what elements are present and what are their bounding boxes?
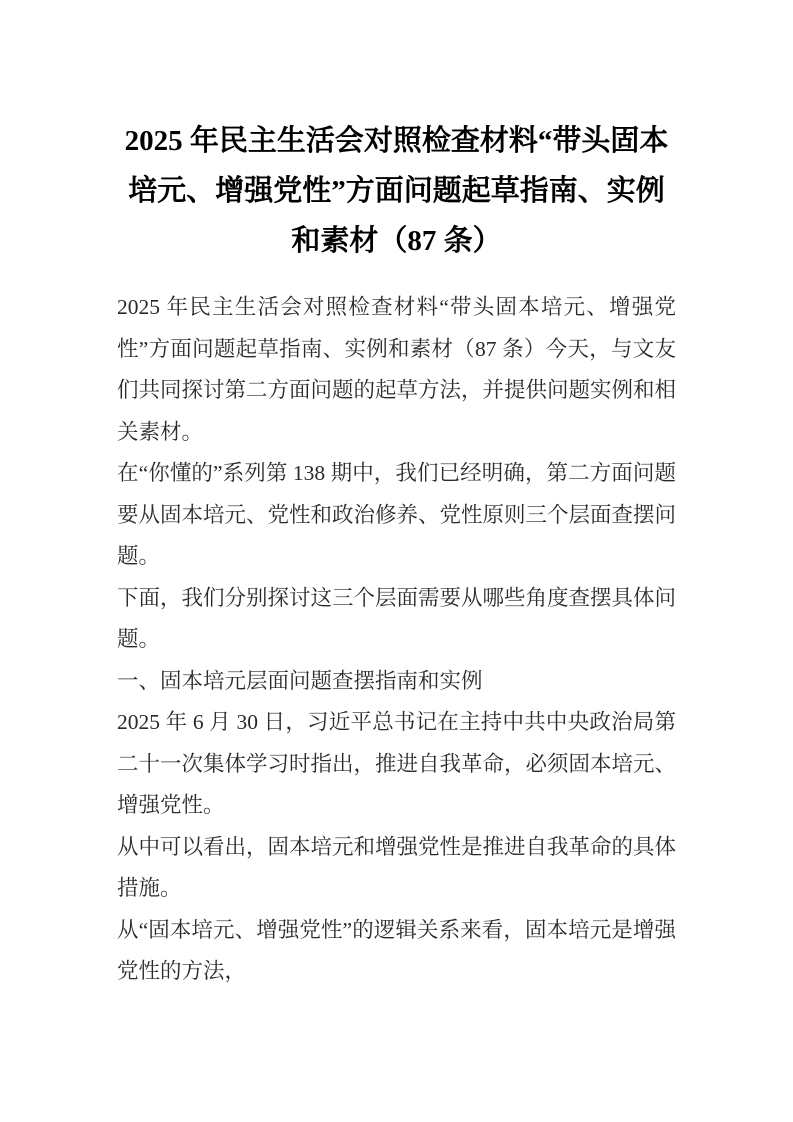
document-content	[117, 116, 676, 993]
paragraph-analysis: 从中可以看出，固本培元和增强党性是推进自我革命的具体措施。	[117, 834, 677, 900]
paragraph-series-reference: 在“你懂的”系列第 138 期中，我们已经明确，第二方面问题要从固本培元、党性和政治修养、党性原则三个层面查摆问题。	[117, 461, 677, 568]
paragraph-quote-context: 2025 年 6 月 30 日，习近平总书记在主持中共中央政治局第二十一次集体学习时指出，推进自我革命，必须固本培元、增强党性。	[117, 710, 677, 817]
paragraph-logic-relation: 从“固本培元、增强党性”的逻辑关系来看，固本培元是增强党性的方法，	[117, 917, 676, 983]
section-heading-one: 一、固本培元层面问题查摆指南和实例	[117, 668, 483, 693]
paragraph-intro: 2025 年民主生活会对照检查材料“带头固本培元、增强党性”方面问题起草指南、实例和素材（87 条）今天，与文友们共同探讨第二方面问题的起草方法，并提供问题实例和相关素材。	[117, 295, 677, 444]
paragraph-transition: 下面，我们分别探讨这三个层面需要从哪些角度查摆具体问题。	[117, 585, 677, 651]
document-title: 2025 年民主生活会对照检查材料“带头固本培元、增强党性”方面问题起草指南、实例和素材（87 条）	[124, 125, 669, 257]
